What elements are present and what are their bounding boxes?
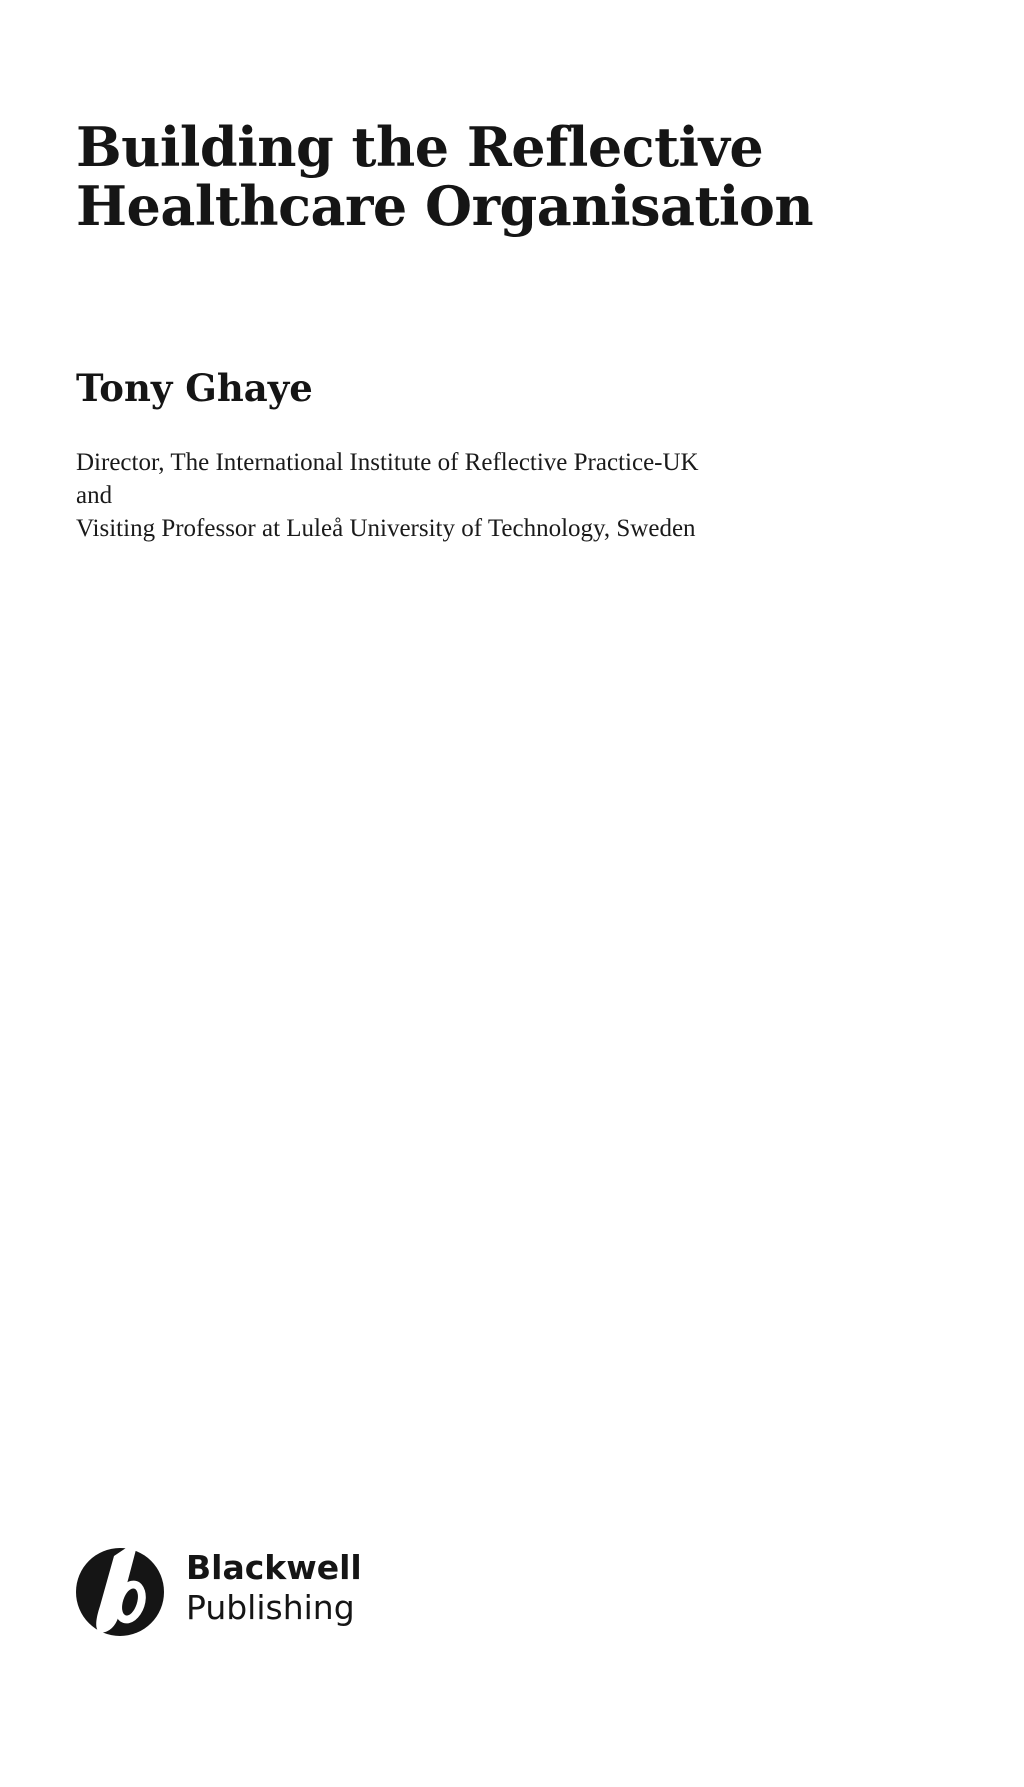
publisher-name — [186, 1548, 362, 1628]
blackwell-b-logo-icon — [74, 1540, 170, 1640]
affiliation-line-2: and — [76, 482, 113, 509]
publisher-name-line-1: Blackwell — [186, 1548, 362, 1587]
publisher-name-line-2: Publishing — [186, 1588, 355, 1627]
affiliation-line-3: Visiting Professor at Luleå University of Technology, Sweden — [76, 515, 696, 542]
publisher-imprint — [74, 1540, 374, 1640]
book-title — [76, 115, 814, 238]
book-title-line-2: Healthcare Organisation — [76, 174, 814, 238]
author-name: Tony Ghaye — [76, 366, 313, 410]
affiliation-line-1: Director, The International Institute of Reflective Practice-UK — [76, 449, 699, 476]
author-affiliation — [76, 446, 699, 545]
book-title-line-1: Building the Reflective — [76, 115, 764, 179]
